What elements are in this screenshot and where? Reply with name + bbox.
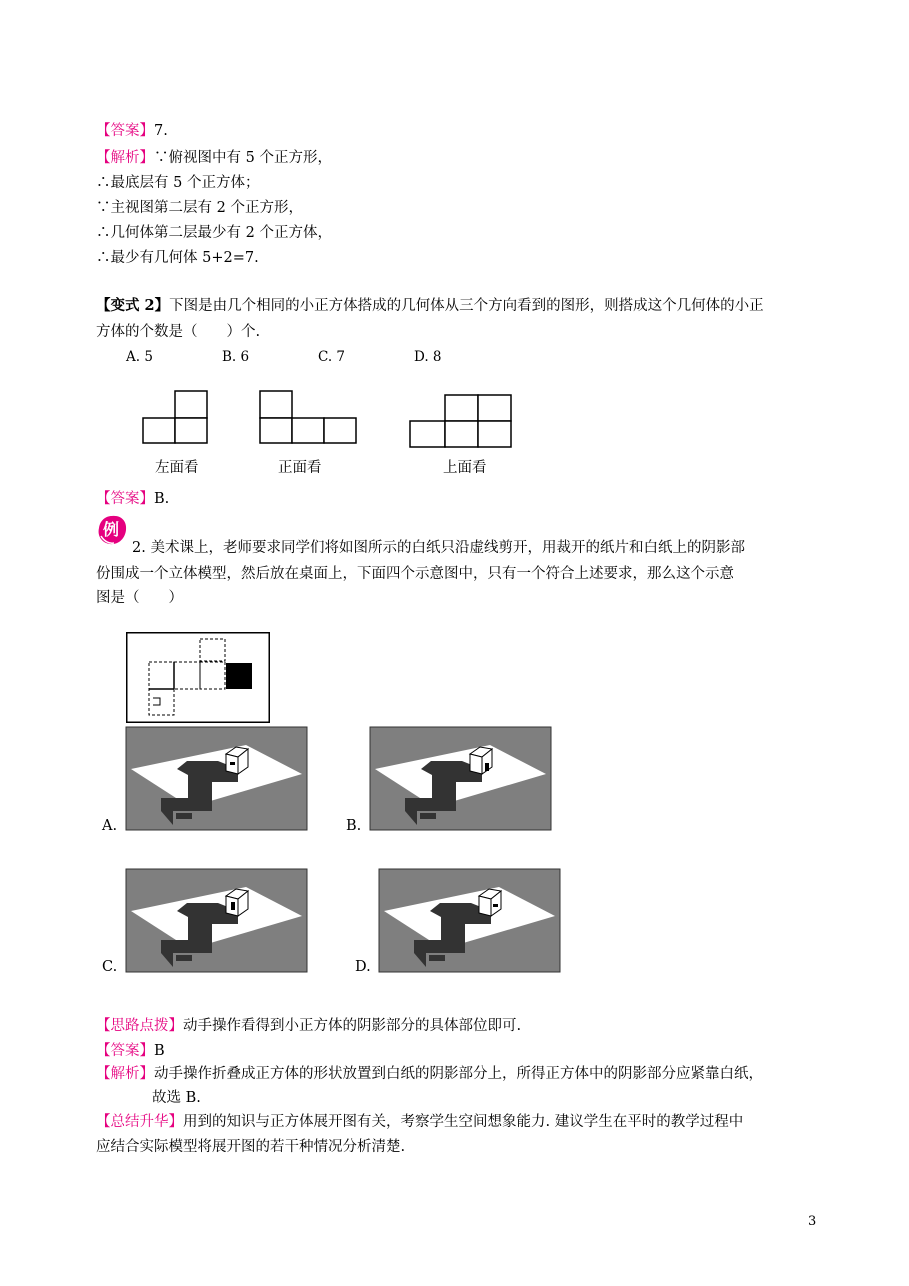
- example-line-2: 份围成一个立体模型，然后放在桌面上，下面四个示意图中，只有一个符合上述要求，那么这个示意: [96, 566, 734, 582]
- summary-text-1: 用到的知识与正方体展开图有关，考察学生空间想象能力. 建议学生在平时的教学过程中: [183, 1114, 744, 1130]
- top-view-figure: [406, 392, 521, 452]
- analysis1-tag: 【解析】: [96, 150, 154, 166]
- example-badge-label: 例: [102, 520, 120, 539]
- analysis1-text-1: ∵俯视图中有 5 个正方形，: [154, 150, 332, 166]
- analysis1-line-3: ∵主视图第二层有 2 个正方形，: [96, 200, 303, 216]
- option-b: B. 6: [222, 349, 250, 365]
- answer1-tag: 【答案】: [96, 123, 154, 139]
- hint-tag: 【思路点拨】: [96, 1018, 183, 1034]
- hint-line: [96, 1016, 521, 1036]
- hint-text: 动手操作看得到小正方体的阴影部分的具体部位即可.: [183, 1018, 522, 1034]
- answer2-tag: 【答案】: [96, 491, 154, 507]
- example-line-3: 图是（ ）: [96, 590, 183, 606]
- answer2-text: B.: [154, 491, 170, 507]
- choice-d-label: D.: [355, 959, 371, 975]
- option-c: C. 7: [318, 349, 346, 365]
- variant2-line-2: 方体的个数是（ ）个.: [96, 324, 261, 340]
- analysis3-text-1: 动手操作折叠成正方体的形状放置到白纸的阴影部分上，所得正方体中的阴影部分应紧靠白纸，: [154, 1066, 763, 1082]
- summary-line-2: 应结合实际模型将展开图的若干种情况分析清楚.: [96, 1139, 406, 1155]
- variant2-line-1: [96, 296, 764, 316]
- answer3-text: B: [154, 1043, 165, 1059]
- left-view-label: 左面看: [155, 460, 199, 476]
- choice-c-figure: [126, 869, 307, 972]
- example-line-1: 2. 美术课上，老师要求同学们将如图所示的白纸只沿虚线剪开，用裁开的纸片和白纸上的阴影部: [132, 540, 745, 556]
- analysis1-line-4: ∴几何体第二层最少有 2 个正方体，: [96, 225, 332, 241]
- analysis3-line-2: 故选 B.: [152, 1090, 201, 1106]
- example-badge-icon: [96, 514, 128, 546]
- analysis1-line-1: [96, 148, 332, 168]
- page-number: 3: [808, 1214, 817, 1229]
- top-view-label: 上面看: [443, 460, 487, 476]
- option-a: A. 5: [126, 349, 153, 365]
- answer1-text: 7.: [154, 123, 168, 139]
- answer3-line: [96, 1041, 165, 1061]
- choice-a-figure: [126, 727, 307, 830]
- choice-d-figure: [379, 869, 560, 972]
- answer1-line: [96, 121, 168, 141]
- variant2-tag: 【变式 2】: [96, 297, 170, 314]
- choice-b-label: B.: [346, 818, 362, 834]
- option-d: D. 8: [414, 349, 442, 365]
- analysis3-line-1: [96, 1064, 763, 1084]
- summary-line-1: [96, 1112, 743, 1132]
- analysis1-line-5: ∴最少有几何体 5+2=7.: [96, 250, 259, 266]
- front-view-label: 正面看: [278, 460, 322, 476]
- summary-tag: 【总结升华】: [96, 1114, 183, 1130]
- answer3-tag: 【答案】: [96, 1043, 154, 1059]
- choice-c-label: C.: [102, 959, 118, 975]
- choice-b-figure: [370, 727, 551, 830]
- answer2-line: [96, 489, 169, 509]
- paper-net-figure: [126, 632, 270, 723]
- analysis1-line-2: ∴最底层有 5 个正方体；: [96, 175, 260, 191]
- analysis3-tag: 【解析】: [96, 1066, 154, 1082]
- variant2-text-1: 下图是由几个相同的小正方体搭成的几何体从三个方向看到的图形，则搭成这个几何体的小正: [169, 298, 764, 314]
- choice-a-label: A.: [102, 818, 118, 834]
- left-view-figure: [140, 388, 220, 448]
- front-view-figure: [256, 388, 366, 448]
